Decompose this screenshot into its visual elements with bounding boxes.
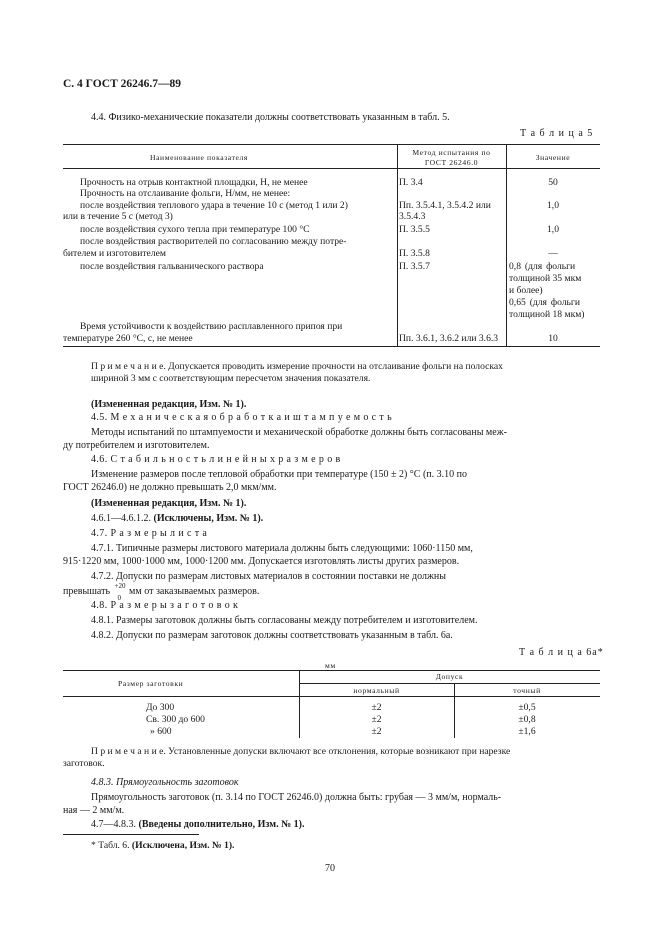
table5-row5-method: П. 3.5.8 — [399, 248, 430, 259]
tolerance-upper: +20 — [114, 581, 126, 590]
table5-row6-value-line2: толщиной 35 мкм — [509, 273, 582, 284]
section-4-7-4-8-3-line — [91, 818, 304, 831]
table6a-header-bottom-rule — [63, 696, 600, 697]
table6a-top-rule — [63, 670, 600, 671]
table5-row3-name-line2: или в течение 5 с (метод 3) — [63, 211, 173, 222]
table5-col-name-header: Наименование показателя — [150, 153, 248, 162]
edit-note-1: (Измененная редакция, Изм. № 1). — [91, 399, 247, 410]
table5-row3-method-line1: Пп. 3.5.4.1, 3.5.4.2 или — [399, 200, 491, 211]
table6a-row3-size: » 600 — [150, 726, 172, 737]
note2-line2: заготовок. — [63, 758, 105, 769]
table6a-col-normal-header: нормальный — [353, 686, 400, 695]
table6a-row3-normal: ±2 — [371, 726, 382, 737]
note1-line1: П р и м е ч а н и е. Допускается проводить измерение прочности на отслаивание фольги на полосках — [91, 361, 503, 372]
table6a-body-divider-2 — [454, 696, 455, 738]
page-number: 70 — [325, 863, 335, 874]
section-4-6-line1: Изменение размеров после тепловой обработки при температуре (150 ± 2) °С (п. 3.10 по — [91, 469, 467, 480]
table6a-row2-precise: ±0,8 — [518, 714, 536, 725]
note1-line2: шириной 3 мм с соответствующим пересчетом значения показателя. — [91, 373, 371, 384]
section-4-7-4-8-3-status: (Введены дополнительно, Изм. № 1). — [138, 819, 305, 830]
table6a-col-tolerance-header: Допуск — [435, 672, 464, 681]
section-4-8-3-line1: Прямоугольность заготовок (п. 3.14 по ГОСТ 26246.0) должна быть: грубая — 3 мм/м, нормаль- — [91, 792, 502, 803]
footnote — [91, 840, 234, 851]
section-4-6-line2: ГОСТ 26246.0) не должно превышать 2,0 мкм/мм. — [63, 482, 277, 493]
footnote-prefix: * Табл. 6. — [91, 840, 130, 851]
table5-row6-name: после воздействия гальванического раствора — [80, 261, 264, 272]
table5-body-divider-1 — [397, 168, 398, 346]
table5-row5-name-line2: бителем и изготовителем — [63, 248, 166, 259]
table5-row2-name: Прочность на отслаивание фольги, Н/мм, не менее: — [80, 188, 291, 199]
table5-row6-value-line4: 0,65 (для фольги — [509, 297, 580, 308]
table5-row7-method: Пп. 3.6.1, 3.6.2 или 3.6.3 — [399, 333, 499, 344]
section-4-8-2: 4.8.2. Допуски по размерам заготовок должны соответствовать указанным в табл. 6а. — [91, 630, 453, 641]
table5-row6-value-line1: 0,8 (для фольги — [509, 261, 576, 272]
table6a-col-size-header: Размер заготовки — [118, 679, 184, 688]
table5-row4-value: 1,0 — [547, 224, 559, 235]
table5-row6-method: П. 3.5.7 — [399, 261, 430, 272]
table6a-row2-normal: ±2 — [371, 714, 382, 725]
table5-row1-name: Прочность на отрыв контактной площадки, Н, не менее — [80, 177, 308, 188]
section-4-6-title: 4.6. С т а б и л ь н о с т ь л и н е й н ы х р а з м е р о в — [91, 454, 341, 465]
table5-header-bottom-rule — [63, 168, 600, 169]
section-4-5-line1: Методы испытаний по штампуемости и механической обработке должны быть согласованы меж- — [91, 427, 507, 438]
note2-line1: П р и м е ч а н и е. Установленные допуски включают все отклонения, которые возникают при нарезке — [91, 746, 511, 757]
tolerance-fraction — [113, 581, 127, 602]
table5-row4-name: после воздействия сухого тепла при температуре 100 °С — [80, 224, 310, 235]
table6a-col-precise-header: точный — [513, 686, 541, 695]
footnote-status: (Исключена, Изм. № 1). — [131, 840, 235, 851]
table6a-unit: мм — [325, 661, 336, 670]
table5-col-method-header-line1: Метод испытания по — [412, 148, 491, 157]
table6a-row1-normal: ±2 — [371, 702, 382, 713]
section-4-5-line2: ду потребителем и изготовителем. — [63, 440, 210, 451]
table5-caption: Т а б л и ц а 5 — [520, 128, 594, 139]
table5-row6-value-line5: толщиной 18 мкм) — [509, 309, 585, 320]
table5-body-divider-2 — [506, 168, 507, 346]
tolerance-lower: 0 — [117, 593, 122, 602]
table6a-subheader-rule — [299, 683, 600, 684]
section-4-8-3-line2: ная — 2 мм/м. — [63, 805, 125, 816]
section-4-7-2-line2 — [63, 581, 260, 602]
table5-row5-value: — — [548, 248, 558, 259]
section-4-8-3-title: 4.8.3. Прямоугольность заготовок — [91, 777, 239, 788]
table5-row1-value: 50 — [548, 177, 558, 188]
table5-col-method-header-line2: ГОСТ 26246.0 — [424, 158, 479, 167]
table5-row4-method: П. 3.5.5 — [399, 224, 430, 235]
table5-row1-method: П. 3.4 — [399, 177, 423, 188]
table6a-row1-precise: ±0,5 — [518, 702, 536, 713]
table5-bottom-rule — [63, 346, 600, 347]
section-4-5-title: 4.5. М е х а н и ч е с к а я о б р а б о т к а и ш т а м п у е м о с т ь — [91, 412, 393, 423]
section-4-7-2-suffix: мм от заказываемых размеров. — [129, 586, 260, 597]
table6a-row2-size: Св. 300 до 600 — [146, 714, 205, 725]
table6a-row3-precise: ±1,6 — [518, 726, 536, 737]
table5-row7-name-line1: Время устойчивости к воздействию расплавленного припоя при — [80, 321, 343, 332]
section-4-7-1-line2: 915·1220 мм, 1000·1000 мм, 1000·1200 мм. Допускается изготовлять листы других размеров. — [63, 556, 460, 567]
section-4-8-title: 4.8. Р а з м е р ы з а г о т о в о к — [91, 600, 239, 611]
section-4-7-4-8-3-number: 4.7—4.8.3. — [91, 819, 136, 830]
table5-row7-name-line2: температуре 260 °С, с, не менее — [63, 333, 193, 344]
section-4-7-2-line1: 4.7.2. Допуски по размерам листовых материалов в состоянии поставки не должны — [91, 571, 446, 582]
paragraph-4-4: 4.4. Физико-механические показатели должны соответствовать указанным в табл. 5. — [91, 112, 450, 123]
table5-row3-name-line1: после воздействия теплового удара в течение 10 с (метод 1 или 2) — [80, 200, 348, 211]
table5-row3-method-line2: 3.5.4.3 — [399, 211, 426, 222]
table6a-body-divider-1 — [299, 696, 300, 738]
section-4-6-1-status: (Исключены, Изм. № 1). — [153, 513, 264, 524]
footnote-separator — [63, 834, 199, 835]
table5-row5-name-line1: после воздействия растворителей по согласованию между потре- — [80, 236, 347, 247]
section-4-6-1-number: 4.6.1—4.6.1.2. — [91, 513, 151, 524]
page-header: С. 4 ГОСТ 26246.7—89 — [63, 78, 182, 90]
table6a-caption: Т а б л и ц а 6а* — [519, 647, 604, 658]
table6a-row1-size: До 300 — [146, 702, 175, 713]
section-4-6-1-line — [91, 512, 263, 525]
table5-row7-value: 10 — [548, 333, 558, 344]
table5-col-value-header: Значение — [535, 153, 571, 162]
table5-top-rule — [63, 144, 600, 145]
table5-row3-value: 1,0 — [547, 200, 559, 211]
section-4-8-1: 4.8.1. Размеры заготовок должны быть согласованы между потребителем и изготовителем. — [91, 615, 478, 626]
section-4-7-title: 4.7. Р а з м е р ы л и с т а — [91, 528, 208, 539]
section-4-7-1-line1: 4.7.1. Типичные размеры листового материала должны быть следующими: 1060·1150 мм, — [91, 543, 473, 554]
edit-note-2: (Измененная редакция, Изм. № 1). — [91, 498, 247, 509]
section-4-7-2-prefix: превышать — [63, 586, 111, 597]
table5-row6-value-line3: и более) — [509, 285, 543, 296]
